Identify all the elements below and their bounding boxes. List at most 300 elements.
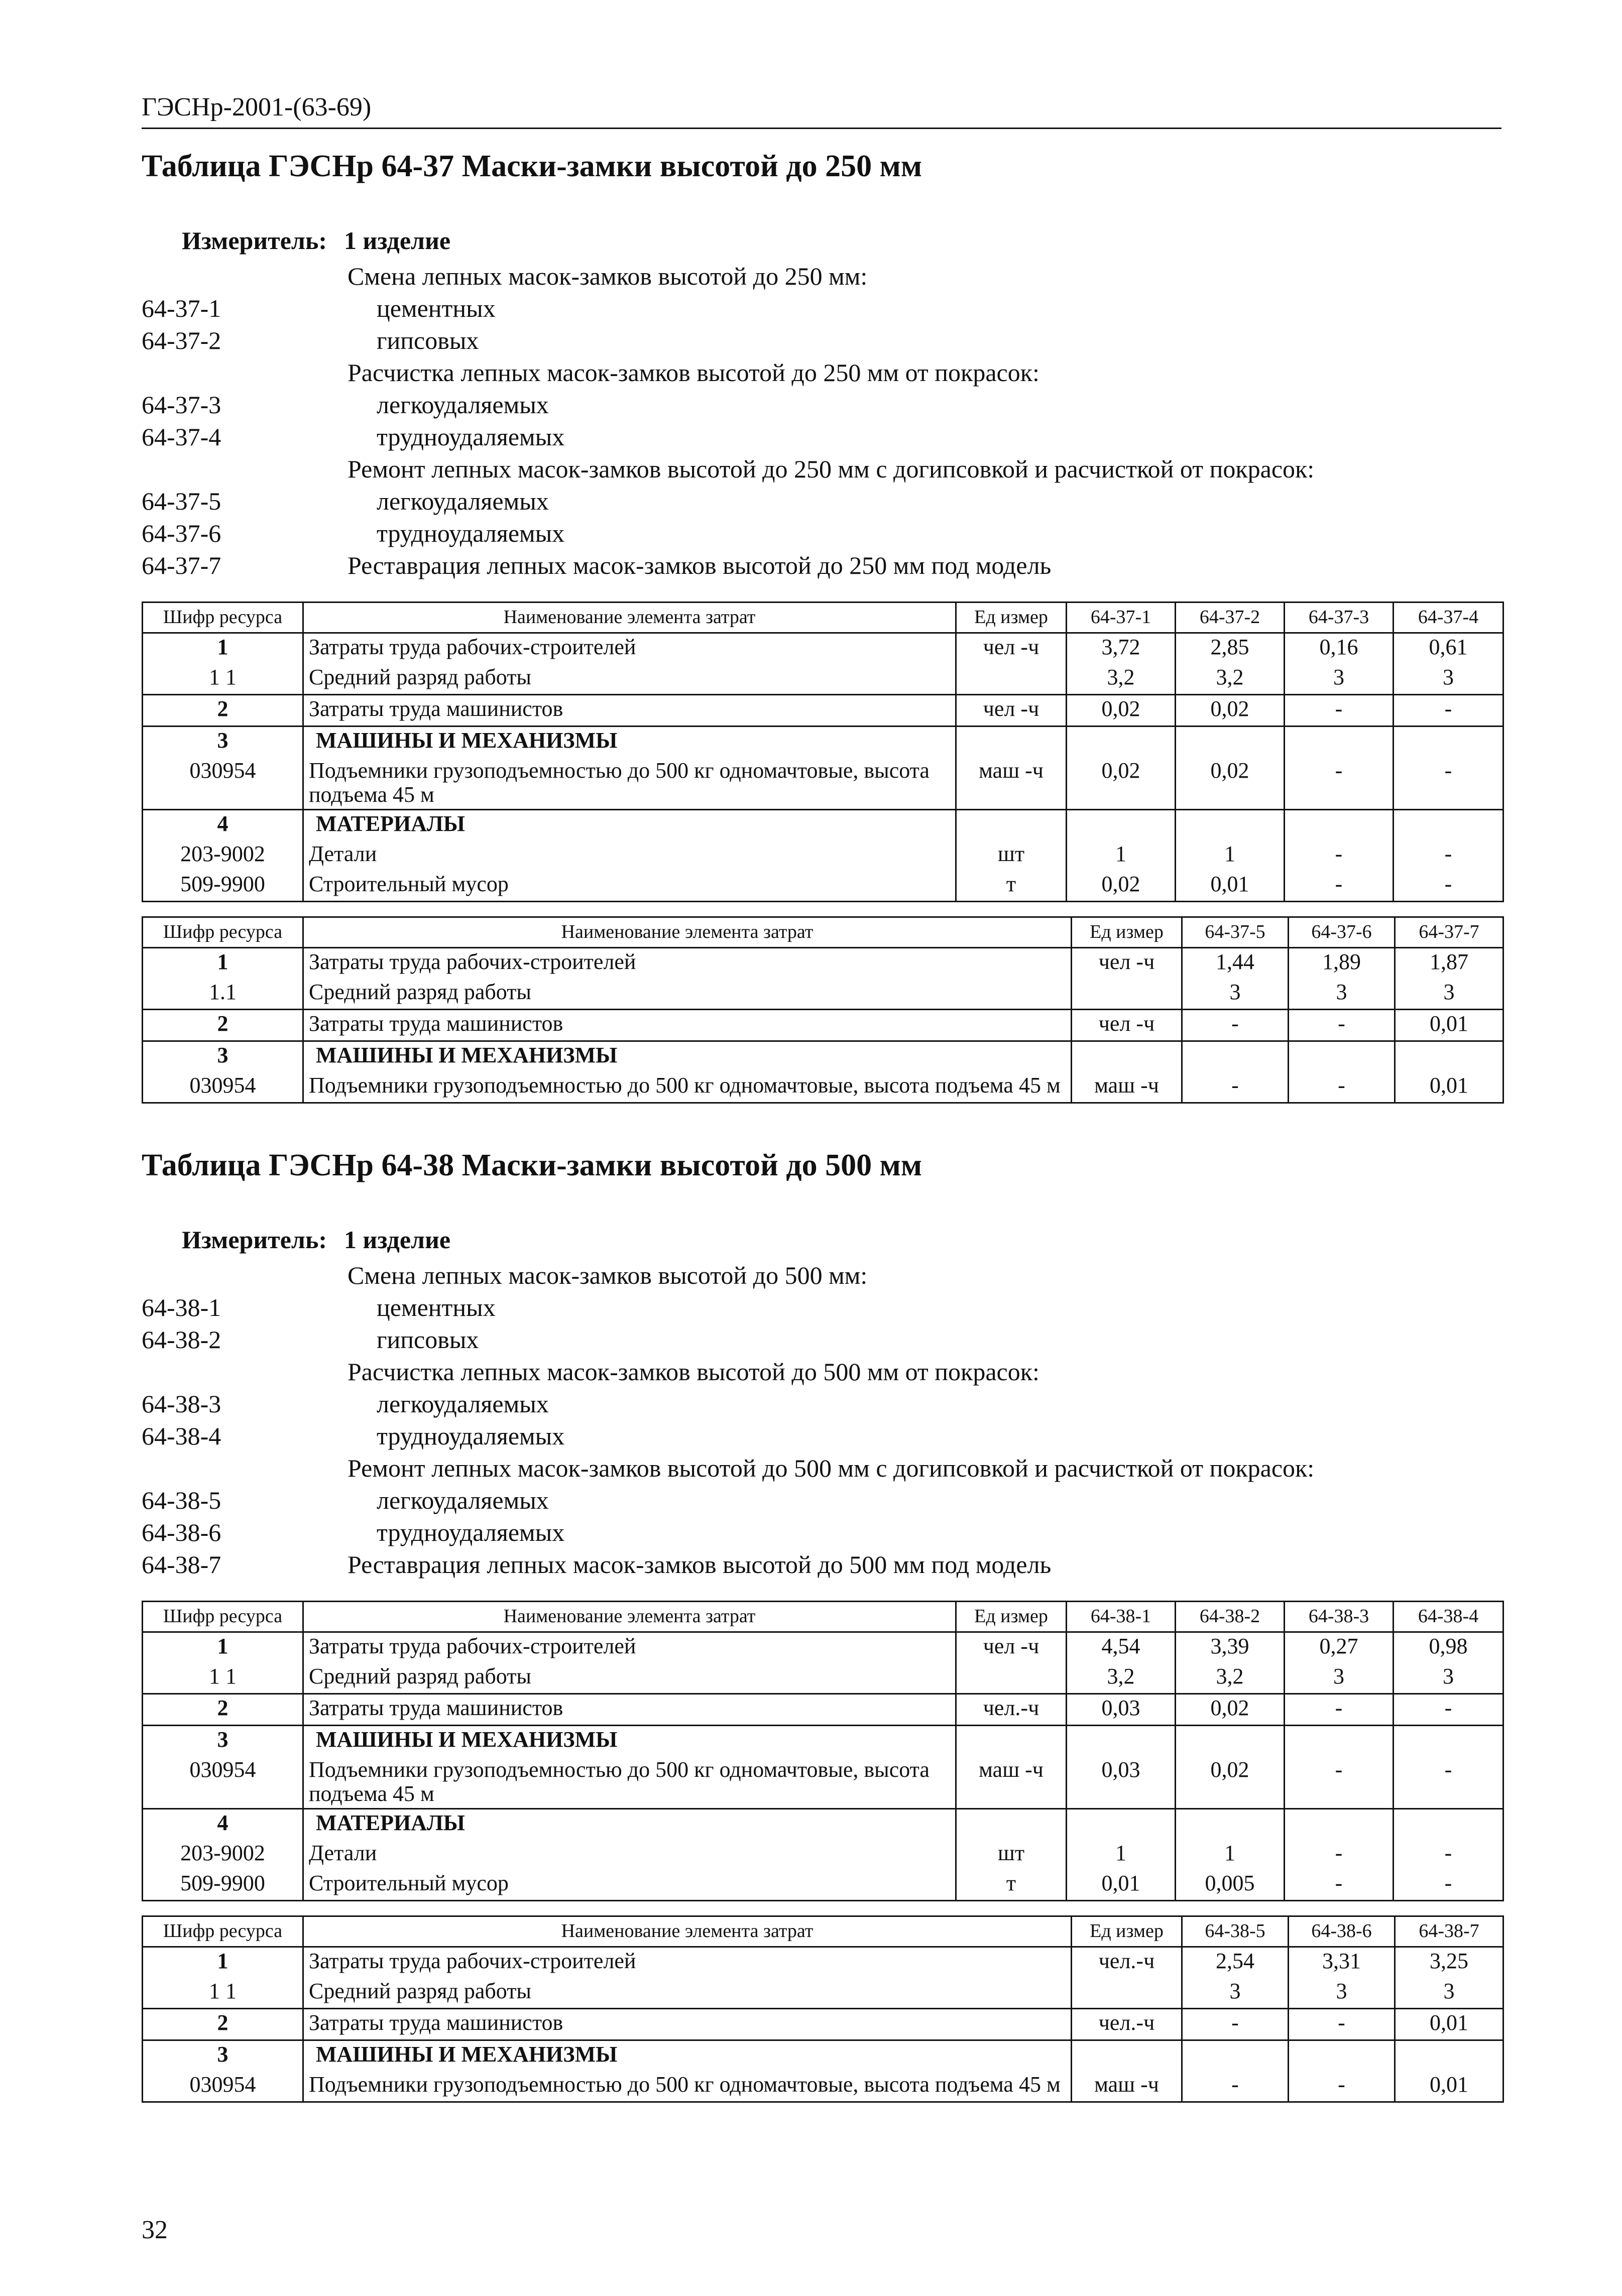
work-item	[142, 421, 1502, 453]
value-cell: -	[1289, 1072, 1395, 1103]
work-item-code	[142, 1259, 347, 1291]
value-cell: 0,16	[1285, 633, 1394, 664]
resource-code-cell: 1	[143, 633, 303, 664]
value-cell	[1067, 727, 1176, 758]
work-item	[142, 517, 1502, 549]
work-item-group	[142, 1356, 1502, 1388]
work-items-list	[142, 1259, 1502, 1581]
header-cell: Наименование элемента затрат	[303, 602, 956, 633]
norm-table-section-64-37	[142, 151, 1502, 1118]
resource-name-cell: Подъемники грузоподъемностью до 500 кг одномачтовые, высота подъема 45 м	[303, 757, 956, 809]
table-header-row	[143, 917, 1503, 947]
value-cell: 1,44	[1182, 947, 1289, 979]
value-cell: -	[1285, 695, 1394, 727]
value-cell: 3,2	[1176, 664, 1285, 695]
header-cell: 64-37-2	[1176, 602, 1285, 633]
header-cell: Ед измер	[1072, 1916, 1182, 1947]
table-row	[143, 1840, 1503, 1870]
header-cell: 64-37-3	[1285, 602, 1394, 633]
work-item	[142, 1323, 1502, 1356]
resource-code-cell: 030954	[143, 1072, 303, 1103]
value-cell: 4,54	[1067, 1632, 1176, 1663]
value-cell: 0,02	[1176, 695, 1285, 727]
resource-name-cell: Затраты труда рабочих-строителей	[303, 947, 1072, 979]
unit-cell: чел -ч	[956, 633, 1067, 664]
work-item-code	[142, 453, 347, 485]
value-cell: 1	[1176, 840, 1285, 871]
resource-code-cell: 1 1	[143, 664, 303, 695]
value-cell: -	[1394, 1694, 1503, 1726]
work-item-text: Расчистка лепных масок-замков высотой до 500 мм от покрасок:	[347, 1358, 1039, 1386]
table-row	[143, 1072, 1503, 1103]
value-cell: -	[1394, 695, 1503, 727]
unit-cell: т	[956, 871, 1067, 902]
value-cell	[1067, 809, 1176, 840]
unit-cell: маш -ч	[956, 1756, 1067, 1808]
work-item-code: 64-37-4	[142, 423, 221, 451]
value-cell	[1394, 1808, 1503, 1840]
resource-code-cell: 1	[143, 1947, 303, 1978]
norm-table-section-64-38	[142, 1150, 1502, 2117]
header-cell: 64-38-4	[1394, 1602, 1503, 1632]
table-row	[143, 1947, 1503, 1978]
meter-value: 1 изделие	[344, 1226, 451, 1254]
header-cell: 64-37-6	[1289, 917, 1395, 947]
unit-cell: маш -ч	[1072, 2071, 1182, 2102]
meter-line	[182, 1227, 1502, 1252]
value-cell: 2,54	[1182, 1947, 1289, 1978]
value-cell: -	[1285, 757, 1394, 809]
unit-cell	[956, 727, 1067, 758]
work-item-text: легкоудаляемых	[377, 1486, 549, 1514]
header-cell: Ед измер	[956, 1602, 1067, 1632]
work-item-code	[142, 1356, 347, 1388]
value-cell: 0,02	[1176, 1756, 1285, 1808]
resource-code-cell: 2	[143, 1694, 303, 1726]
work-item	[142, 1484, 1502, 1516]
table-section-row	[143, 1726, 1503, 1757]
value-cell: 3	[1289, 979, 1395, 1010]
resource-name-cell: Затраты труда рабочих-строителей	[303, 1947, 1072, 1978]
value-cell: 1	[1067, 840, 1176, 871]
value-cell: 0,03	[1067, 1756, 1176, 1808]
resource-code-cell: 3	[143, 727, 303, 758]
work-item-text: Ремонт лепных масок-замков высотой до 500 мм с догипсовкой и расчисткой от покрасок:	[347, 1454, 1315, 1482]
value-cell	[1394, 809, 1503, 840]
value-cell: -	[1394, 1870, 1503, 1901]
resource-name-cell: Средний разряд работы	[303, 1978, 1072, 2009]
unit-cell	[956, 664, 1067, 695]
value-cell: -	[1285, 1840, 1394, 1870]
table-section-row	[143, 1041, 1503, 1072]
unit-cell	[956, 1726, 1067, 1757]
meter-value: 1 изделие	[344, 226, 451, 255]
header-cell: 64-38-5	[1182, 1916, 1289, 1947]
work-item-code: 64-38-1	[142, 1293, 221, 1321]
value-cell: -	[1285, 1870, 1394, 1901]
value-cell: 3,2	[1067, 664, 1176, 695]
table-row	[143, 979, 1503, 1010]
table-header-row	[143, 602, 1503, 633]
value-cell	[1395, 1041, 1503, 1072]
value-cell	[1394, 727, 1503, 758]
value-cell: 3,31	[1289, 1947, 1395, 1978]
value-cell: 0,02	[1067, 871, 1176, 902]
header-cell: 64-38-3	[1285, 1602, 1394, 1632]
section-heading-cell: МАТЕРИАЛЫ	[303, 809, 956, 840]
resource-code-cell: 203-9002	[143, 1840, 303, 1870]
work-item	[142, 389, 1502, 421]
header-cell: Наименование элемента затрат	[303, 917, 1072, 947]
header-cell: Шифр ресурса	[143, 602, 303, 633]
value-cell: -	[1285, 840, 1394, 871]
header-cell: Шифр ресурса	[143, 917, 303, 947]
value-cell: 3,39	[1176, 1632, 1285, 1663]
value-cell	[1067, 1726, 1176, 1757]
table-row	[143, 871, 1503, 902]
resource-name-cell: Детали	[303, 1840, 956, 1870]
resource-name-cell: Подъемники грузоподъемностью до 500 кг одномачтовые, высота подъема 45 м	[303, 1072, 1072, 1103]
table-row	[143, 695, 1503, 727]
resource-name-cell: Затраты труда машинистов	[303, 2008, 1072, 2040]
header-cell: 64-37-1	[1067, 602, 1176, 633]
work-item-text: Смена лепных масок-замков высотой до 500 мм:	[347, 1261, 868, 1289]
header-cell: 64-38-7	[1395, 1916, 1503, 1947]
table-header-row	[143, 1916, 1503, 1947]
value-cell: 0,02	[1176, 757, 1285, 809]
work-item-group	[142, 1259, 1502, 1291]
work-item-text: Ремонт лепных масок-замков высотой до 250 мм с догипсовкой и расчисткой от покрасок:	[347, 455, 1315, 483]
section-heading-cell: МАШИНЫ И МЕХАНИЗМЫ	[303, 727, 956, 758]
value-cell	[1176, 1726, 1285, 1757]
value-cell: 1,89	[1289, 947, 1395, 979]
value-cell: 3	[1182, 979, 1289, 1010]
work-item-code: 64-37-1	[142, 294, 221, 322]
resource-name-cell: Затраты труда машинистов	[303, 1694, 956, 1726]
work-item-text: трудноудаляемых	[377, 519, 565, 547]
resource-code-cell: 3	[143, 2040, 303, 2071]
table-row	[143, 1756, 1503, 1808]
work-item	[142, 1548, 1502, 1581]
header-cell: 64-38-6	[1289, 1916, 1395, 1947]
resource-code-cell: 1 1	[143, 1663, 303, 1694]
resource-name-cell: Подъемники грузоподъемностью до 500 кг одномачтовые, высота подъема 45 м	[303, 2071, 1072, 2102]
value-cell: 1,87	[1395, 947, 1503, 979]
value-cell: 1	[1176, 1840, 1285, 1870]
table-title: Таблица ГЭСНр 64-37 Маски-замки высотой до 250 мм	[142, 149, 922, 183]
work-item-code: 64-37-7	[142, 551, 221, 579]
value-cell: -	[1289, 2071, 1395, 2102]
work-item-text: легкоудаляемых	[377, 487, 549, 515]
value-cell: 2,85	[1176, 633, 1285, 664]
header-cell: Ед измер	[1072, 917, 1182, 947]
value-cell: 0,005	[1176, 1870, 1285, 1901]
value-cell: 0,01	[1395, 1009, 1503, 1041]
work-items-list	[142, 260, 1502, 581]
work-item-code: 64-37-2	[142, 326, 221, 354]
value-cell: -	[1394, 871, 1503, 902]
unit-cell	[956, 809, 1067, 840]
unit-cell: чел.-ч	[1072, 2008, 1182, 2040]
value-cell: 3	[1394, 1663, 1503, 1694]
work-item-text: трудноудаляемых	[377, 1422, 565, 1450]
resource-name-cell: Строительный мусор	[303, 871, 956, 902]
unit-cell: чел -ч	[956, 695, 1067, 727]
table-row	[143, 1870, 1503, 1901]
value-cell: 3,72	[1067, 633, 1176, 664]
value-cell	[1182, 2040, 1289, 2071]
value-cell: 3	[1289, 1978, 1395, 2009]
value-cell: 0,02	[1067, 757, 1176, 809]
section-heading-cell: МАШИНЫ И МЕХАНИЗМЫ	[303, 1041, 1072, 1072]
table-section-row	[143, 727, 1503, 758]
resource-name-cell: Строительный мусор	[303, 1870, 956, 1901]
value-cell: 3	[1285, 664, 1394, 695]
value-cell: 0,02	[1067, 695, 1176, 727]
value-cell: 3	[1182, 1978, 1289, 2009]
resource-code-cell: 3	[143, 1726, 303, 1757]
resource-code-cell: 1.1	[143, 979, 303, 1010]
value-cell: -	[1394, 757, 1503, 809]
resource-name-cell: Средний разряд работы	[303, 664, 956, 695]
value-cell	[1176, 809, 1285, 840]
value-cell	[1285, 1808, 1394, 1840]
header-cell: Шифр ресурса	[143, 1916, 303, 1947]
value-cell	[1182, 1041, 1289, 1072]
table-row	[143, 757, 1503, 809]
table-row	[143, 633, 1503, 664]
table-row	[143, 1694, 1503, 1726]
work-item-code: 64-37-3	[142, 391, 221, 419]
value-cell	[1394, 1726, 1503, 1757]
work-item-text: цементных	[377, 1293, 496, 1321]
value-cell: 0,98	[1394, 1632, 1503, 1663]
table-row	[143, 1009, 1503, 1041]
page-number: 32	[142, 2216, 168, 2244]
resource-code-cell: 1	[143, 947, 303, 979]
header-cell: Наименование элемента затрат	[303, 1602, 956, 1632]
value-cell	[1176, 1808, 1285, 1840]
work-item-code: 64-38-4	[142, 1422, 221, 1450]
resource-code-cell: 509-9900	[143, 1870, 303, 1901]
resource-code-cell: 2	[143, 2008, 303, 2040]
value-cell: 3,2	[1067, 1663, 1176, 1694]
resource-cost-table	[142, 1915, 1504, 2103]
resource-code-cell: 4	[143, 1808, 303, 1840]
resource-code-cell: 030954	[143, 2071, 303, 2102]
work-item-text: легкоудаляемых	[377, 391, 549, 419]
table-row	[143, 947, 1503, 979]
value-cell: -	[1285, 1756, 1394, 1808]
work-item-code	[142, 1452, 347, 1484]
table-row	[143, 1978, 1503, 2009]
section-heading-cell: МАШИНЫ И МЕХАНИЗМЫ	[303, 2040, 1072, 2071]
work-item-code: 64-38-5	[142, 1486, 221, 1514]
work-item-text: трудноудаляемых	[377, 423, 565, 451]
work-item-group	[142, 453, 1502, 485]
work-item	[142, 1420, 1502, 1452]
value-cell	[1395, 2040, 1503, 2071]
resource-name-cell: Средний разряд работы	[303, 1663, 956, 1694]
unit-cell: шт	[956, 840, 1067, 871]
resource-name-cell: Подъемники грузоподъемностью до 500 кг одномачтовые, высота подъема 45 м	[303, 1756, 956, 1808]
meter-line	[182, 228, 1502, 253]
work-item-text: легкоудаляемых	[377, 1390, 549, 1418]
resource-cost-table	[142, 601, 1504, 902]
table-row	[143, 664, 1503, 695]
unit-cell	[1072, 1978, 1182, 2009]
meter-label: Измеритель:	[182, 1226, 327, 1254]
value-cell	[1289, 2040, 1395, 2071]
resource-cost-table	[142, 916, 1504, 1104]
unit-cell	[1072, 2040, 1182, 2071]
resource-code-cell: 030954	[143, 757, 303, 809]
table-section-row	[143, 809, 1503, 840]
work-item-text: Смена лепных масок-замков высотой до 250 мм:	[347, 262, 868, 290]
table-section-row	[143, 1808, 1503, 1840]
value-cell: 0,01	[1395, 1072, 1503, 1103]
work-item-code: 64-37-5	[142, 487, 221, 515]
value-cell: 3,25	[1395, 1947, 1503, 1978]
work-item	[142, 292, 1502, 324]
work-item-group	[142, 356, 1502, 389]
table-section-row	[143, 2040, 1503, 2071]
resource-name-cell: Затраты труда машинистов	[303, 695, 956, 727]
unit-cell: чел.-ч	[956, 1694, 1067, 1726]
work-item-code: 64-38-6	[142, 1518, 221, 1546]
resource-cost-table	[142, 1601, 1504, 1901]
value-cell: -	[1394, 1756, 1503, 1808]
work-item-text: гипсовых	[377, 1325, 479, 1354]
table-title: Таблица ГЭСНр 64-38 Маски-замки высотой до 500 мм	[142, 1148, 922, 1182]
value-cell	[1289, 1041, 1395, 1072]
resource-code-cell: 3	[143, 1041, 303, 1072]
value-cell: -	[1289, 1009, 1395, 1041]
value-cell: 0,02	[1176, 1694, 1285, 1726]
value-cell: 3	[1395, 1978, 1503, 2009]
table-row	[143, 1663, 1503, 1694]
resource-code-cell: 2	[143, 1009, 303, 1041]
work-item	[142, 1388, 1502, 1420]
value-cell: -	[1285, 871, 1394, 902]
work-item-text: Реставрация лепных масок-замков высотой до 500 мм под модель	[347, 1550, 1052, 1579]
value-cell: -	[1182, 1072, 1289, 1103]
header-cell: 64-38-1	[1067, 1602, 1176, 1632]
document-code: ГЭСНр-2001-(63-69)	[142, 93, 372, 122]
unit-cell: маш -ч	[956, 757, 1067, 809]
value-cell: 1	[1067, 1840, 1176, 1870]
resource-name-cell: Затраты труда рабочих-строителей	[303, 1632, 956, 1663]
work-item-code	[142, 356, 347, 389]
resource-code-cell: 509-9900	[143, 871, 303, 902]
resource-name-cell: Детали	[303, 840, 956, 871]
unit-cell: чел -ч	[1072, 1009, 1182, 1041]
work-item-text: Реставрация лепных масок-замков высотой до 250 мм под модель	[347, 551, 1052, 579]
work-item-code: 64-38-3	[142, 1390, 221, 1418]
value-cell: -	[1182, 2071, 1289, 2102]
work-item-code: 64-38-7	[142, 1550, 221, 1579]
value-cell: -	[1394, 1840, 1503, 1870]
work-item-text: трудноудаляемых	[377, 1518, 565, 1546]
work-item-text: Расчистка лепных масок-замков высотой до 250 мм от покрасок:	[347, 358, 1039, 387]
value-cell	[1176, 727, 1285, 758]
unit-cell: шт	[956, 1840, 1067, 1870]
header-cell: 64-37-5	[1182, 917, 1289, 947]
table-header-row	[143, 1602, 1503, 1632]
table-row	[143, 2008, 1503, 2040]
header-cell: Ед измер	[956, 602, 1067, 633]
unit-cell: чел.-ч	[1072, 1947, 1182, 1978]
table-row	[143, 1632, 1503, 1663]
value-cell: 3,2	[1176, 1663, 1285, 1694]
unit-cell	[956, 1663, 1067, 1694]
unit-cell: чел -ч	[956, 1632, 1067, 1663]
work-item	[142, 1516, 1502, 1548]
unit-cell: т	[956, 1870, 1067, 1901]
table-row	[143, 840, 1503, 871]
value-cell: -	[1394, 840, 1503, 871]
resource-code-cell: 1 1	[143, 1978, 303, 2009]
work-item	[142, 1291, 1502, 1323]
work-item-group	[142, 260, 1502, 292]
value-cell: 3	[1395, 979, 1503, 1010]
unit-cell	[1072, 979, 1182, 1010]
header-cell: 64-37-7	[1395, 917, 1503, 947]
work-item-code: 64-38-2	[142, 1325, 221, 1354]
value-cell: 0,03	[1067, 1694, 1176, 1726]
value-cell	[1067, 1808, 1176, 1840]
value-cell: -	[1285, 1694, 1394, 1726]
section-heading-cell: МАШИНЫ И МЕХАНИЗМЫ	[303, 1726, 956, 1757]
resource-name-cell: Средний разряд работы	[303, 979, 1072, 1010]
value-cell	[1285, 809, 1394, 840]
work-item-text: цементных	[377, 294, 496, 322]
header-cell: Наименование элемента затрат	[303, 1916, 1072, 1947]
unit-cell: маш -ч	[1072, 1072, 1182, 1103]
header-cell: Шифр ресурса	[143, 1602, 303, 1632]
work-item-code	[142, 260, 347, 292]
work-item-code: 64-37-6	[142, 519, 221, 547]
unit-cell	[1072, 1041, 1182, 1072]
value-cell: 0,01	[1176, 871, 1285, 902]
resource-code-cell: 030954	[143, 1756, 303, 1808]
work-item	[142, 485, 1502, 517]
unit-cell: чел -ч	[1072, 947, 1182, 979]
value-cell: -	[1289, 2008, 1395, 2040]
resource-code-cell: 4	[143, 809, 303, 840]
value-cell: 0,01	[1395, 2008, 1503, 2040]
value-cell: 0,01	[1067, 1870, 1176, 1901]
value-cell: 3	[1285, 1663, 1394, 1694]
value-cell: 3	[1394, 664, 1503, 695]
work-item-group	[142, 1452, 1502, 1484]
work-item-text: гипсовых	[377, 326, 479, 354]
table-row	[143, 2071, 1503, 2102]
section-heading-cell: МАТЕРИАЛЫ	[303, 1808, 956, 1840]
value-cell	[1285, 1726, 1394, 1757]
value-cell	[1285, 727, 1394, 758]
resource-code-cell: 2	[143, 695, 303, 727]
header-cell: 64-38-2	[1176, 1602, 1285, 1632]
resource-code-cell: 1	[143, 1632, 303, 1663]
page-header	[142, 93, 1501, 129]
header-cell: 64-37-4	[1394, 602, 1503, 633]
value-cell: -	[1182, 2008, 1289, 2040]
resource-code-cell: 203-9002	[143, 840, 303, 871]
value-cell: 0,61	[1394, 633, 1503, 664]
value-cell: 0,01	[1395, 2071, 1503, 2102]
resource-name-cell: Затраты труда машинистов	[303, 1009, 1072, 1041]
